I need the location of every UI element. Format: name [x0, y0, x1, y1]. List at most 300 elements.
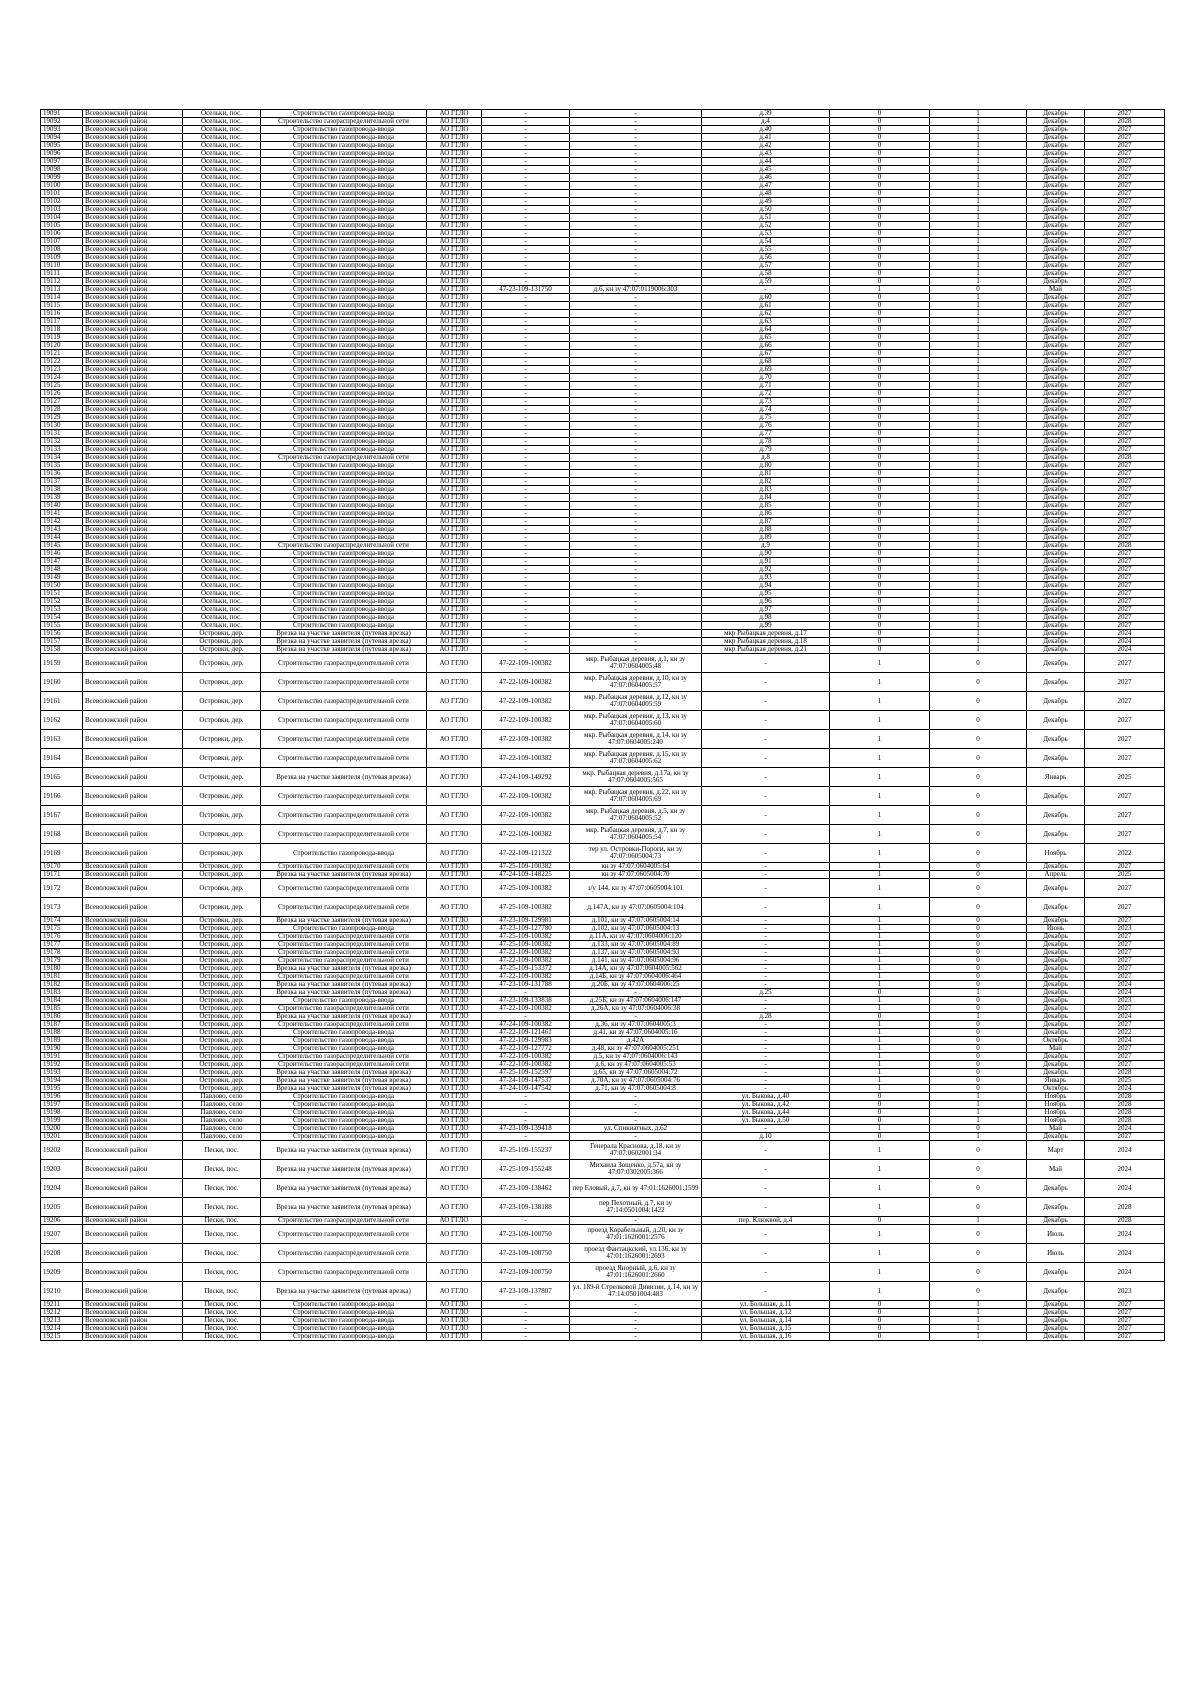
month-cell: Декабрь [1027, 558, 1085, 566]
month-cell: Декабрь [1027, 142, 1085, 150]
connected-flag-cell: 0 [830, 310, 930, 318]
row-number-cell: 19145 [41, 542, 83, 550]
settlement-cell: Павлово, село [183, 1109, 261, 1117]
year-cell: 2027 [1085, 382, 1165, 390]
house-address-cell: ул. Большая, д.16 [702, 1333, 830, 1341]
year-cell: 2027 [1085, 278, 1165, 286]
contract-number-cell: - [482, 486, 570, 494]
table-row [41, 844, 1165, 863]
cadastral-address-cell: - [570, 486, 702, 494]
work-type-cell: Строительство газопровода-ввода [261, 270, 427, 278]
row-number-cell: 19174 [41, 917, 83, 925]
contract-number-cell: - [482, 510, 570, 518]
organization-cell: АО ГГЛО [427, 1179, 482, 1198]
contract-number-cell: - [482, 254, 570, 262]
settlement-cell: Пески, пос. [183, 1317, 261, 1325]
year-cell: 2027 [1085, 582, 1165, 590]
work-type-cell: Строительство газопровода-ввода [261, 134, 427, 142]
organization-cell: АО ГГЛО [427, 582, 482, 590]
work-type-cell: Строительство газопровода-ввода [261, 254, 427, 262]
organization-cell: АО ГГЛО [427, 844, 482, 863]
work-type-cell: Строительство газопровода-ввода [261, 398, 427, 406]
district-cell: Всеволожский район [83, 1301, 183, 1309]
planned-flag-cell: 1 [930, 1301, 1027, 1309]
year-cell: 2027 [1085, 190, 1165, 198]
work-type-cell: Строительство газораспределительной сети [261, 711, 427, 730]
cadastral-address-cell: кн зу 47:07:0605004:70 [570, 871, 702, 879]
work-type-cell: Строительство газопровода-ввода [261, 622, 427, 630]
connected-flag-cell: 0 [830, 542, 930, 550]
contract-number-cell: - [482, 118, 570, 126]
table-row [41, 582, 1165, 590]
house-address-cell: д.79 [702, 446, 830, 454]
cadastral-address-cell: д.141, кн зу 47:07:0605004:96 [570, 957, 702, 965]
cadastral-address-cell: - [570, 302, 702, 310]
planned-flag-cell: 1 [930, 486, 1027, 494]
cadastral-address-cell: - [570, 262, 702, 270]
planned-flag-cell: 1 [930, 182, 1027, 190]
house-address-cell: - [702, 1263, 830, 1282]
year-cell: 2027 [1085, 166, 1165, 174]
organization-cell: АО ГГЛО [427, 166, 482, 174]
row-number-cell: 19130 [41, 422, 83, 430]
organization-cell: АО ГГЛО [427, 933, 482, 941]
row-number-cell: 19166 [41, 787, 83, 806]
month-cell: Декабрь [1027, 414, 1085, 422]
contract-number-cell: - [482, 398, 570, 406]
work-type-cell: Строительство газопровода-ввода [261, 1301, 427, 1309]
row-number-cell: 19205 [41, 1198, 83, 1217]
cadastral-address-cell: мкр. Рыбацкая деревня, д.10, кн зу 47:07:0604005:57 [570, 673, 702, 692]
table-row [41, 1179, 1165, 1198]
district-cell: Всеволожский район [83, 446, 183, 454]
row-number-cell: 19155 [41, 622, 83, 630]
work-type-cell: Строительство газопровода-ввода [261, 374, 427, 382]
table-row [41, 558, 1165, 566]
work-type-cell: Строительство газопровода-ввода [261, 1125, 427, 1133]
house-address-cell: д.99 [702, 622, 830, 630]
connected-flag-cell: 0 [830, 638, 930, 646]
month-cell: Декабрь [1027, 973, 1085, 981]
settlement-cell: Островки, дер. [183, 917, 261, 925]
year-cell: 2024 [1085, 1179, 1165, 1198]
district-cell: Всеволожский район [83, 326, 183, 334]
contract-number-cell: - [482, 230, 570, 238]
district-cell: Всеволожский район [83, 871, 183, 879]
table-row [41, 997, 1165, 1005]
house-address-cell: - [702, 825, 830, 844]
month-cell: Ноябрь [1027, 1101, 1085, 1109]
planned-flag-cell: 1 [930, 534, 1027, 542]
cadastral-address-cell: - [570, 190, 702, 198]
table-row [41, 1325, 1165, 1333]
month-cell: Декабрь [1027, 1021, 1085, 1029]
cadastral-address-cell: - [570, 182, 702, 190]
work-type-cell: Строительство газопровода-ввода [261, 1045, 427, 1053]
work-type-cell: Строительство газораспределительной сети [261, 1053, 427, 1061]
contract-number-cell: 47-22-109-121322 [482, 844, 570, 863]
year-cell: 2027 [1085, 973, 1165, 981]
house-address-cell: - [702, 965, 830, 973]
house-address-cell: д.54 [702, 238, 830, 246]
month-cell: Декабрь [1027, 254, 1085, 262]
settlement-cell: Осельки, пос. [183, 166, 261, 174]
district-cell: Всеволожский район [83, 478, 183, 486]
year-cell: 2027 [1085, 1053, 1165, 1061]
organization-cell: АО ГГЛО [427, 438, 482, 446]
district-cell: Всеволожский район [83, 1093, 183, 1101]
settlement-cell: Осельки, пос. [183, 142, 261, 150]
work-type-cell: Врезка на участке заявителя (путевая врезка) [261, 1141, 427, 1160]
house-address-cell: ул. Быкова, д.44 [702, 1109, 830, 1117]
settlement-cell: Островки, дер. [183, 787, 261, 806]
table-row [41, 871, 1165, 879]
work-type-cell: Строительство газопровода-ввода [261, 206, 427, 214]
table-row [41, 406, 1165, 414]
organization-cell: АО ГГЛО [427, 158, 482, 166]
year-cell: 2027 [1085, 654, 1165, 673]
row-number-cell: 19094 [41, 134, 83, 142]
row-number-cell: 19149 [41, 574, 83, 582]
settlement-cell: Пески, пос. [183, 1225, 261, 1244]
table-row [41, 230, 1165, 238]
work-type-cell: Строительство газораспределительной сети [261, 806, 427, 825]
connected-flag-cell: 1 [830, 1125, 930, 1133]
organization-cell: АО ГГЛО [427, 206, 482, 214]
settlement-cell: Осельки, пос. [183, 550, 261, 558]
table-row [41, 1301, 1165, 1309]
row-number-cell: 19098 [41, 166, 83, 174]
settlement-cell: Островки, дер. [183, 692, 261, 711]
row-number-cell: 19135 [41, 462, 83, 470]
connected-flag-cell: 1 [830, 286, 930, 294]
connected-flag-cell: 0 [830, 606, 930, 614]
year-cell: 2028 [1085, 1217, 1165, 1225]
connected-flag-cell: 0 [830, 502, 930, 510]
organization-cell: АО ГГЛО [427, 174, 482, 182]
month-cell: Декабрь [1027, 898, 1085, 917]
month-cell: Декабрь [1027, 526, 1085, 534]
contract-number-cell: - [482, 502, 570, 510]
work-type-cell: Строительство газопровода-ввода [261, 414, 427, 422]
table-row [41, 654, 1165, 673]
contract-number-cell: - [482, 582, 570, 590]
settlement-cell: Осельки, пос. [183, 118, 261, 126]
table-row [41, 150, 1165, 158]
work-type-cell: Строительство газораспределительной сети [261, 1021, 427, 1029]
planned-flag-cell: 1 [930, 214, 1027, 222]
row-number-cell: 19182 [41, 981, 83, 989]
row-number-cell: 19122 [41, 358, 83, 366]
cadastral-address-cell: мкр. Рыбацкая деревня, д.12, кн зу 47:07:0604005:59 [570, 692, 702, 711]
connected-flag-cell: 1 [830, 973, 930, 981]
planned-flag-cell: 0 [930, 925, 1027, 933]
organization-cell: АО ГГЛО [427, 646, 482, 654]
planned-flag-cell: 1 [930, 598, 1027, 606]
connected-flag-cell: 0 [830, 334, 930, 342]
house-address-cell: - [702, 925, 830, 933]
district-cell: Всеволожский район [83, 198, 183, 206]
year-cell: 2027 [1085, 438, 1165, 446]
connected-flag-cell: 1 [830, 768, 930, 787]
row-number-cell: 19206 [41, 1217, 83, 1225]
planned-flag-cell: 0 [930, 749, 1027, 768]
house-address-cell: - [702, 1029, 830, 1037]
planned-flag-cell: 1 [930, 414, 1027, 422]
contract-number-cell: 47-22-109-100382 [482, 1053, 570, 1061]
connected-flag-cell: 0 [830, 126, 930, 134]
connected-flag-cell: 0 [830, 1117, 930, 1125]
row-number-cell: 19131 [41, 430, 83, 438]
year-cell: 2027 [1085, 294, 1165, 302]
cadastral-address-cell: - [570, 142, 702, 150]
table-row [41, 502, 1165, 510]
row-number-cell: 19097 [41, 158, 83, 166]
planned-flag-cell: 0 [930, 806, 1027, 825]
work-type-cell: Строительство газопровода-ввода [261, 390, 427, 398]
month-cell: Декабрь [1027, 510, 1085, 518]
work-type-cell: Строительство газораспределительной сети [261, 118, 427, 126]
connected-flag-cell: 0 [830, 1309, 930, 1317]
month-cell: Декабрь [1027, 246, 1085, 254]
organization-cell: АО ГГЛО [427, 518, 482, 526]
planned-flag-cell: 0 [930, 1061, 1027, 1069]
year-cell: 2027 [1085, 566, 1165, 574]
year-cell: 2027 [1085, 342, 1165, 350]
connected-flag-cell: 1 [830, 997, 930, 1005]
connected-flag-cell: 0 [830, 358, 930, 366]
work-type-cell: Строительство газопровода-ввода [261, 446, 427, 454]
connected-flag-cell: 1 [830, 1045, 930, 1053]
year-cell: 2027 [1085, 730, 1165, 749]
cadastral-address-cell: мкр. Рыбацкая деревня, д.14, кн зу 47:07:0604005:240 [570, 730, 702, 749]
work-type-cell: Строительство газопровода-ввода [261, 1309, 427, 1317]
table-row [41, 692, 1165, 711]
cadastral-address-cell: - [570, 310, 702, 318]
district-cell: Всеволожский район [83, 382, 183, 390]
contract-number-cell: - [482, 1301, 570, 1309]
settlement-cell: Островки, дер. [183, 898, 261, 917]
planned-flag-cell: 0 [930, 898, 1027, 917]
contract-number-cell: 47-23-109-131750 [482, 286, 570, 294]
month-cell: Декабрь [1027, 478, 1085, 486]
connected-flag-cell: 0 [830, 294, 930, 302]
settlement-cell: Островки, дер. [183, 630, 261, 638]
row-number-cell: 19137 [41, 478, 83, 486]
organization-cell: АО ГГЛО [427, 590, 482, 598]
district-cell: Всеволожский район [83, 230, 183, 238]
planned-flag-cell: 1 [930, 382, 1027, 390]
connected-flag-cell: 0 [830, 118, 930, 126]
district-cell: Всеволожский район [83, 933, 183, 941]
table-row [41, 318, 1165, 326]
planned-flag-cell: 1 [930, 342, 1027, 350]
house-address-cell: д.48 [702, 190, 830, 198]
month-cell: Июль [1027, 1244, 1085, 1263]
settlement-cell: Осельки, пос. [183, 390, 261, 398]
district-cell: Всеволожский район [83, 917, 183, 925]
row-number-cell: 19141 [41, 510, 83, 518]
contract-number-cell: - [482, 454, 570, 462]
planned-flag-cell: 1 [930, 334, 1027, 342]
year-cell: 2027 [1085, 949, 1165, 957]
month-cell: Июнь [1027, 925, 1085, 933]
planned-flag-cell: 0 [930, 1005, 1027, 1013]
organization-cell: АО ГГЛО [427, 334, 482, 342]
cadastral-address-cell: - [570, 398, 702, 406]
organization-cell: АО ГГЛО [427, 126, 482, 134]
year-cell: 2027 [1085, 806, 1165, 825]
table-row [41, 486, 1165, 494]
year-cell: 2023 [1085, 925, 1165, 933]
organization-cell: АО ГГЛО [427, 1225, 482, 1244]
house-address-cell: - [702, 730, 830, 749]
work-type-cell: Строительство газопровода-ввода [261, 382, 427, 390]
house-address-cell: ул. Большая, д.11 [702, 1301, 830, 1309]
district-cell: Всеволожский район [83, 1053, 183, 1061]
connected-flag-cell: 1 [830, 1069, 930, 1077]
house-address-cell: - [702, 1053, 830, 1061]
contract-number-cell: - [482, 1117, 570, 1125]
settlement-cell: Осельки, пос. [183, 366, 261, 374]
contract-number-cell: - [482, 638, 570, 646]
month-cell: Апрель [1027, 871, 1085, 879]
month-cell: Декабрь [1027, 406, 1085, 414]
planned-flag-cell: 0 [930, 654, 1027, 673]
year-cell: 2028 [1085, 1109, 1165, 1117]
settlement-cell: Островки, дер. [183, 997, 261, 1005]
house-address-cell: д.53 [702, 230, 830, 238]
house-address-cell: - [702, 1282, 830, 1301]
row-number-cell: 19184 [41, 997, 83, 1005]
row-number-cell: 19162 [41, 711, 83, 730]
settlement-cell: Осельки, пос. [183, 158, 261, 166]
year-cell: 2024 [1085, 1160, 1165, 1179]
cadastral-address-cell: - [570, 614, 702, 622]
organization-cell: АО ГГЛО [427, 502, 482, 510]
connected-flag-cell: 0 [830, 110, 930, 118]
district-cell: Всеволожский район [83, 997, 183, 1005]
year-cell: 2027 [1085, 1333, 1165, 1341]
month-cell: Декабрь [1027, 806, 1085, 825]
organization-cell: АО ГГЛО [427, 749, 482, 768]
organization-cell: АО ГГЛО [427, 654, 482, 673]
settlement-cell: Островки, дер. [183, 871, 261, 879]
house-address-cell: д.10 [702, 1133, 830, 1141]
table-row [41, 806, 1165, 825]
planned-flag-cell: 0 [930, 1160, 1027, 1179]
year-cell: 2027 [1085, 550, 1165, 558]
work-type-cell: Строительство газопровода-ввода [261, 302, 427, 310]
year-cell: 2027 [1085, 374, 1165, 382]
year-cell: 2027 [1085, 825, 1165, 844]
cadastral-address-cell: д.147А, кн зу 47:07:0605004:104 [570, 898, 702, 917]
row-number-cell: 19100 [41, 182, 83, 190]
work-type-cell: Строительство газопровода-ввода [261, 142, 427, 150]
table-row [41, 542, 1165, 550]
connected-flag-cell: 0 [830, 1325, 930, 1333]
settlement-cell: Пески, пос. [183, 1217, 261, 1225]
house-address-cell: д.83 [702, 486, 830, 494]
planned-flag-cell: 0 [930, 1069, 1027, 1077]
table-row [41, 358, 1165, 366]
organization-cell: АО ГГЛО [427, 446, 482, 454]
organization-cell: АО ГГЛО [427, 673, 482, 692]
table-row [41, 598, 1165, 606]
district-cell: Всеволожский район [83, 1263, 183, 1282]
month-cell: Декабрь [1027, 574, 1085, 582]
settlement-cell: Осельки, пос. [183, 350, 261, 358]
connected-flag-cell: 0 [830, 558, 930, 566]
year-cell: 2025 [1085, 1077, 1165, 1085]
month-cell: Декабрь [1027, 502, 1085, 510]
house-address-cell: д.50 [702, 206, 830, 214]
settlement-cell: Пески, пос. [183, 1141, 261, 1160]
connected-flag-cell: 0 [830, 1013, 930, 1021]
district-cell: Всеволожский район [83, 190, 183, 198]
work-type-cell: Врезка на участке заявителя (путевая врезка) [261, 1179, 427, 1198]
planned-flag-cell: 0 [930, 1053, 1027, 1061]
house-address-cell: д.78 [702, 438, 830, 446]
contract-number-cell: - [482, 374, 570, 382]
contract-number-cell: 47-23-109-138188 [482, 1198, 570, 1217]
connected-flag-cell: 0 [830, 390, 930, 398]
settlement-cell: Островки, дер. [183, 1077, 261, 1085]
cadastral-address-cell: - [570, 110, 702, 118]
connected-flag-cell: 0 [830, 222, 930, 230]
settlement-cell: Пески, пос. [183, 1160, 261, 1179]
year-cell: 2027 [1085, 1061, 1165, 1069]
house-address-cell: д.44 [702, 158, 830, 166]
connected-flag-cell: 1 [830, 1244, 930, 1263]
district-cell: Всеволожский район [83, 1309, 183, 1317]
planned-flag-cell: 1 [930, 542, 1027, 550]
table-row [41, 222, 1165, 230]
house-address-cell: - [702, 1198, 830, 1217]
month-cell: Декабрь [1027, 382, 1085, 390]
organization-cell: АО ГГЛО [427, 142, 482, 150]
connected-flag-cell: 0 [830, 1317, 930, 1325]
house-address-cell: - [702, 933, 830, 941]
contract-number-cell: - [482, 366, 570, 374]
organization-cell: АО ГГЛО [427, 614, 482, 622]
connected-flag-cell: 0 [830, 526, 930, 534]
cadastral-address-cell: - [570, 198, 702, 206]
planned-flag-cell: 1 [930, 574, 1027, 582]
planned-flag-cell: 1 [930, 422, 1027, 430]
house-address-cell: д.45 [702, 166, 830, 174]
connected-flag-cell: 1 [830, 1005, 930, 1013]
settlement-cell: Осельки, пос. [183, 478, 261, 486]
contract-number-cell: 47-25-109-155237 [482, 1141, 570, 1160]
district-cell: Всеволожский район [83, 390, 183, 398]
work-type-cell: Врезка на участке заявителя (путевая врезка) [261, 646, 427, 654]
row-number-cell: 19104 [41, 214, 83, 222]
work-type-cell: Строительство газопровода-ввода [261, 614, 427, 622]
year-cell: 2025 [1085, 871, 1165, 879]
month-cell: Декабрь [1027, 1282, 1085, 1301]
month-cell: Декабрь [1027, 630, 1085, 638]
district-cell: Всеволожский район [83, 1160, 183, 1179]
work-type-cell: Строительство газопровода-ввода [261, 1117, 427, 1125]
connected-flag-cell: 0 [830, 342, 930, 350]
month-cell: Декабрь [1027, 1263, 1085, 1282]
planned-flag-cell: 1 [930, 478, 1027, 486]
year-cell: 2027 [1085, 334, 1165, 342]
contract-number-cell: - [482, 246, 570, 254]
cadastral-address-cell: пер Пехотный, д.7, кн зу 47:14:0501004:1422 [570, 1198, 702, 1217]
house-address-cell: д.94 [702, 582, 830, 590]
